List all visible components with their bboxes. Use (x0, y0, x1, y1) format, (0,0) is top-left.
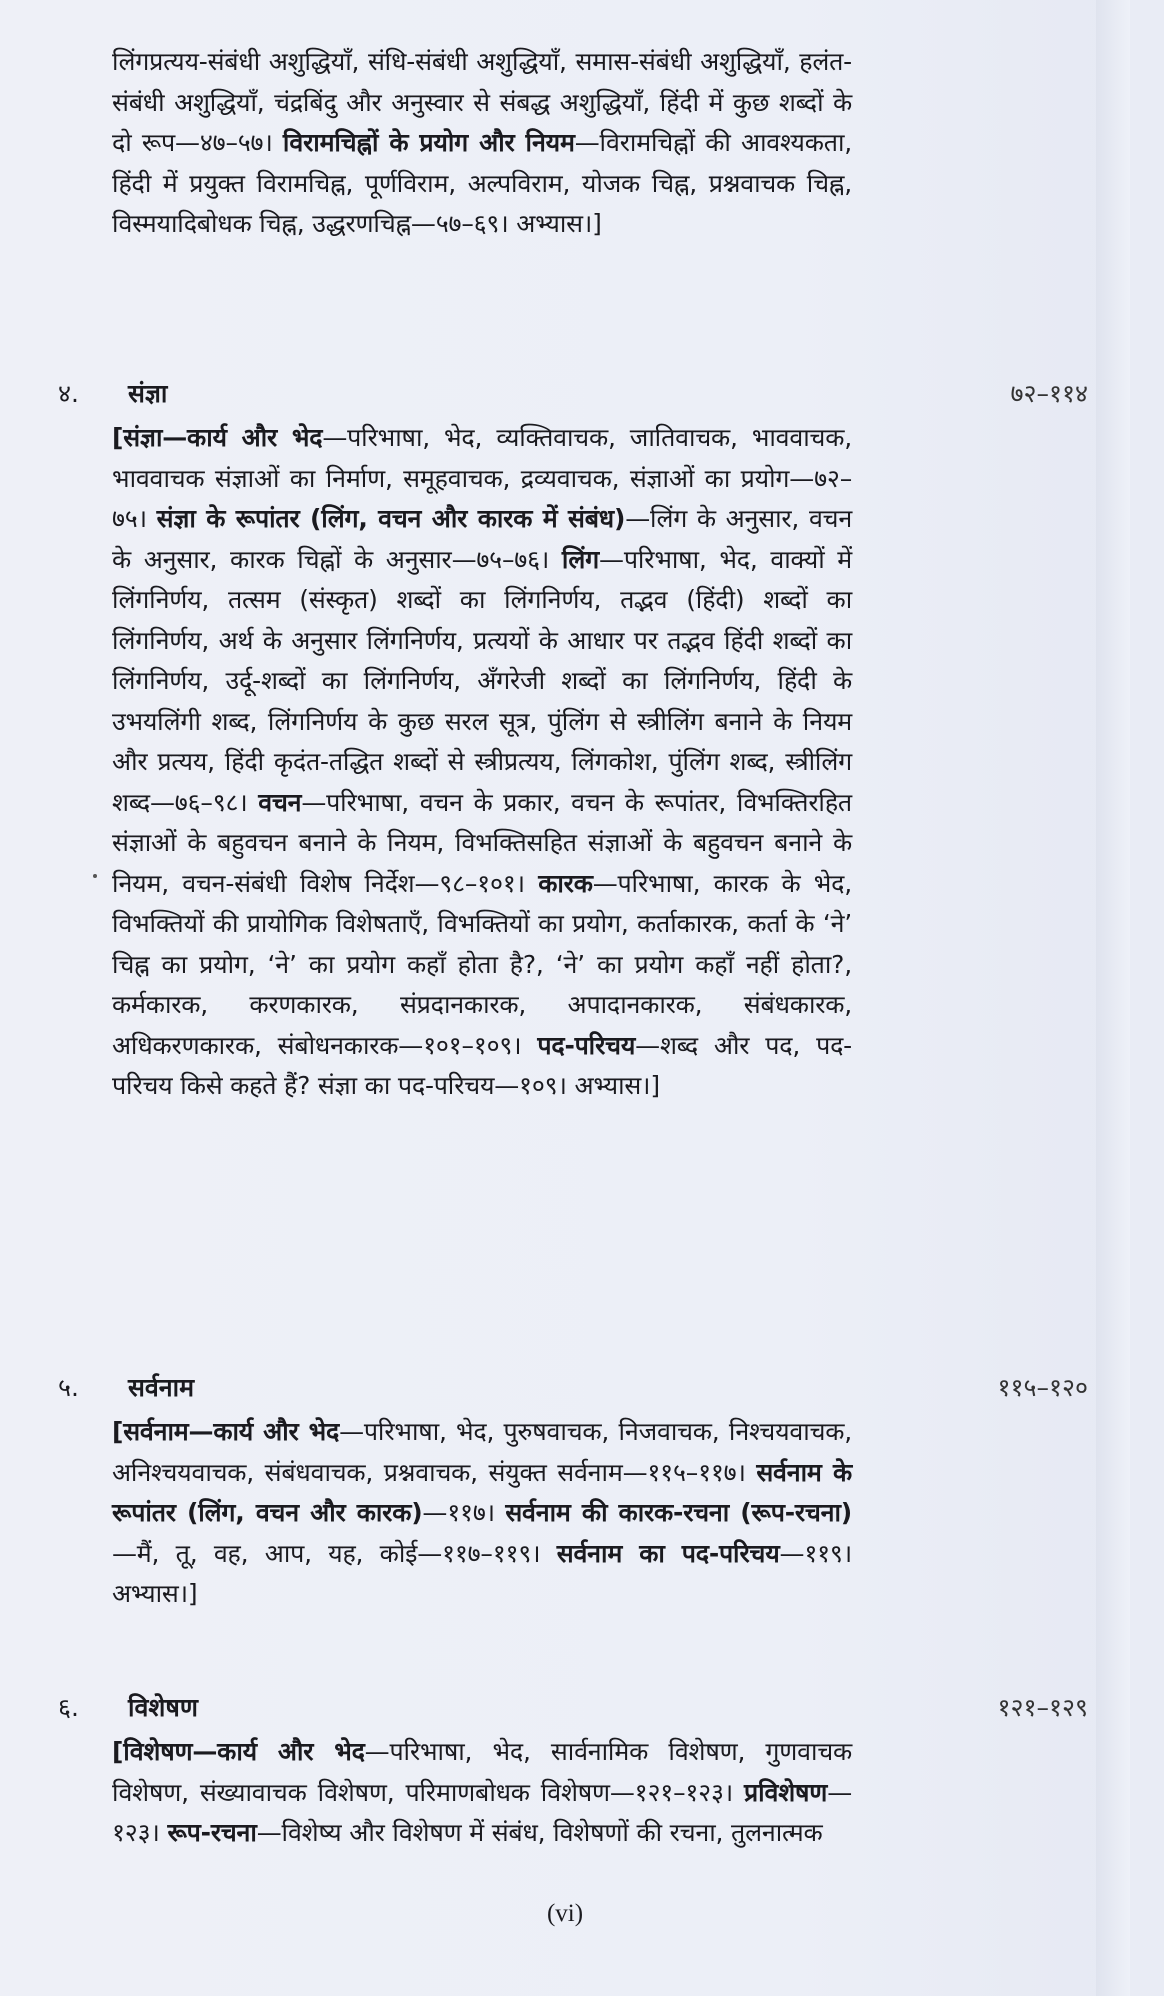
chapter-number: ४. (58, 379, 79, 408)
chapter-title: संज्ञा (128, 379, 168, 408)
topic-text: —मैं, तू, वह, आप, यह, कोई—११७–११९। (112, 1538, 557, 1568)
chapter-page-range: ११५–१२० (997, 1373, 1088, 1402)
topic-text: —शब्द और पद, पद-परिचय किसे कहते हैं? संज्ञा का पद-परिचय—१०९। अभ्यास।] (112, 1030, 852, 1100)
bold-topic: प्रविशेषण (744, 1777, 828, 1807)
chapter-page-range: १२१–१२९ (997, 1693, 1088, 1722)
topic-text: —११७। (422, 1498, 506, 1527)
page-edge-shadow (1096, 0, 1130, 1996)
bold-topic: [संज्ञा—कार्य और भेद (112, 423, 323, 452)
bold-topic: कारक (538, 868, 593, 898)
bold-topic: सर्वनाम की कारक-रचना (रूप-रचना) (505, 1498, 852, 1527)
bold-topic: संज्ञा के रूपांतर (लिंग, वचन और कारक में संबंध) (156, 504, 626, 533)
bold-topic: पद-परिचय (537, 1030, 636, 1060)
print-speck (93, 874, 97, 878)
chapter-number: ५. (58, 1373, 79, 1402)
topic-text: —परिभाषा, भेद, व्यक्तिवाचक, जातिवाचक, भाववाचक, भाववाचक संज्ञाओं का निर्माण, समूहवाचक, द्रव्यवाचक, संज्ञाओं का प्रयोग—७२–७५। (112, 423, 852, 533)
bold-topic: वचन (258, 787, 302, 817)
chapter-contents-sarvanam (112, 1412, 852, 1615)
bold-topic: सर्वनाम का पद-परिचय (556, 1538, 780, 1568)
page-number: (vi) (546, 1900, 584, 1927)
chapter-heading-visheshan (58, 1690, 1088, 1730)
bold-topic: सर्वनाम के रूपांतर (लिंग, वचन और कारक) (112, 1457, 853, 1527)
topic-text: —विरामचिह्नों की आवश्यकता, हिंदी में प्रयुक्त विरामचिह्न, पूर्णविराम, अल्पविराम, योजक चिह्न, प्रश्नवाचक चिह्न, विस्मयादिबोधक चिह्न, उद्धरणचिह्न—५७–६९। अभ्यास।] (112, 128, 852, 238)
chapter-title: सर्वनाम (128, 1373, 195, 1402)
topic-text: —१२३। (112, 1777, 852, 1847)
topic-text: —११९। अभ्यास।] (112, 1538, 852, 1608)
chapter-title: विशेषण (128, 1693, 198, 1722)
chapter-heading-sarvanam (58, 1370, 1088, 1410)
topic-text: —परिभाषा, भेद, पुरुषवाचक, निजवाचक, निश्चयवाचक, अनिश्चयवाचक, संबंधवाचक, प्रश्नवाचक, संयुक्त सर्वनाम—११५–११७। (112, 1417, 852, 1487)
topic-text: —विशेष्य और विशेषण में संबंध, विशेषणों की रचना, तुलनात्मक (256, 1818, 823, 1847)
topic-text: —परिभाषा, भेद, वाक्यों में लिंगनिर्णय, तत्सम (संस्कृत) शब्दों का लिंगनिर्णय, तद्भव (हिंदी) शब्दों का लिंगनिर्णय, अर्थ के अनुसार लिंगनिर्णय, प्रत्ययों के आधार पर तद्भव हिंदी शब्दों का लिंगनिर्णय, उर्दू-शब्दों का लिंगनिर्णय, अँगरेजी शब्दों का लिंगनिर्णय, हिंदी के उभयलिंगी शब्द, लिंगनिर्णय के कुछ सरल सूत्र, पुंलिंग से स्त्रीलिंग बनाने के नियम और प्रत्यय, हिंदी कृदंत-तद्धित शब्दों से स्त्रीप्रत्यय, लिंगकोश, पुंलिंग शब्द, स्त्रीलिंग शब्द—७६–९८। (112, 544, 852, 817)
topic-text: —परिभाषा, कारक के भेद, विभक्तियों की प्रायोगिक विशेषताएँ, विभक्तियों का प्रयोग, कर्ताकारक, कर्ता के ‘ने’ चिह्न का प्रयोग, ‘ने’ का प्रयोग कहाँ होता है?, ‘ने’ का प्रयोग कहाँ नहीं होता?, कर्मकारक, करणकारक, संप्रदानकारक, अपादानकारक, संबंधकारक, अधिकरणकारक, संबोधनकारक—१०१–१०९। (112, 868, 853, 1060)
bold-topic: [विशेषण—कार्य और भेद (112, 1737, 365, 1766)
chapter-heading-sangya (58, 376, 1088, 416)
chapter-contents-sangya (112, 418, 852, 1107)
topic-text: —लिंग के अनुसार, वचन के अनुसार, कारक चिह्नों के अनुसार—७५–७६। (112, 504, 853, 574)
topic-text: —परिभाषा, भेद, सार्वनामिक विशेषण, गुणवाचक विशेषण, संख्यावाचक विशेषण, परिमाणबोधक विशेषण—१२१–१२३। (112, 1737, 852, 1807)
topic-text: लिंगप्रत्यय-संबंधी अशुद्धियाँ, संधि-संबंधी अशुद्धियाँ, समास-संबंधी अशुद्धियाँ, हलंत-संबंधी अशुद्धियाँ, चंद्रबिंदु और अनुस्वार से संबद्ध अशुद्धियाँ, हिंदी में कुछ शब्दों के दो रूप—४७–५७। (112, 47, 852, 157)
topic-text: —परिभाषा, वचन के प्रकार, वचन के रूपांतर, विभक्तिरहित संज्ञाओं के बहुवचन बनाने के नियम, विभक्तिसहित संज्ञाओं के बहुवचन बनाने के नियम, वचन-संबंधी विशेष निर्देश—९८–१०१। (112, 787, 852, 898)
bold-topic: लिंग (561, 544, 600, 574)
bold-topic: रूप-रचना (167, 1818, 257, 1847)
chapter-number: ६. (58, 1693, 79, 1722)
chapter-contents-visheshan (112, 1732, 852, 1854)
bold-topic: विरामचिह्नों के प्रयोग और नियम (282, 128, 575, 157)
bold-topic: [सर्वनाम—कार्य और भेद (112, 1417, 340, 1446)
intro-paragraph (112, 42, 852, 245)
chapter-page-range: ७२–११४ (1010, 379, 1088, 408)
